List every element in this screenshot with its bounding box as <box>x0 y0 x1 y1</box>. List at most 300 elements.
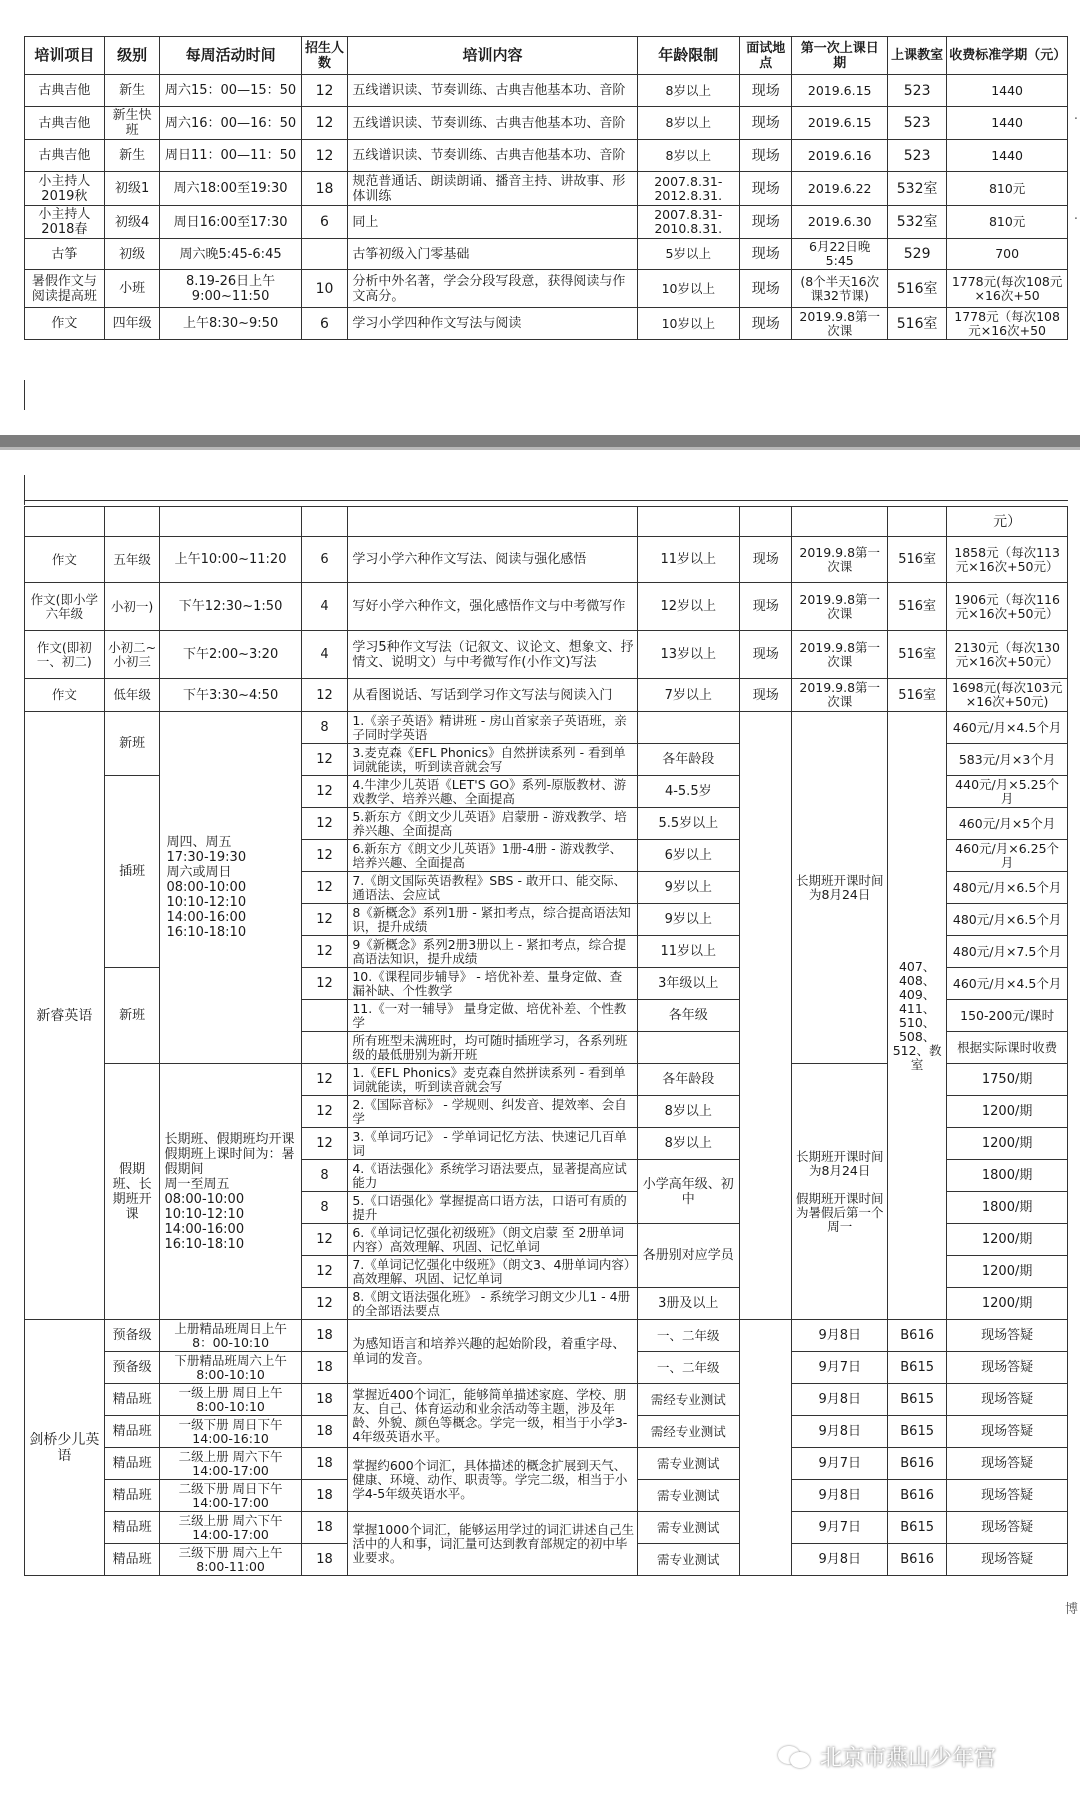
time-cell: 8.19-26日上午9:00~11:50 <box>160 270 301 308</box>
level-cell: 小初二~小初三 <box>104 631 160 679</box>
first-date-cell: 长期班开课时间为8月24日 <box>792 712 888 1064</box>
location-cell: 现场 <box>740 206 792 239</box>
age-cell: 各年级 <box>637 1000 739 1032</box>
time-cell: 长期班、假期班均开课 假期班上课时间为：暑假期间 周一至周五 08:00-10:00 10:10-12:10 14:00-16:00 16:10-18:10 <box>160 1064 301 1320</box>
age-cell: 需专业测试 <box>637 1480 739 1512</box>
content-cell: 1.《EFL Phonics》麦克森自然拼读系列 - 看到单词就能读，听到读音就会写 <box>348 1064 637 1096</box>
age-cell: 5.5岁以上 <box>637 808 739 840</box>
first-date-cell: 9月8日 <box>792 1320 888 1352</box>
age-cell <box>637 712 739 744</box>
first-date-cell: 2019.9.8第一次课 <box>792 631 888 679</box>
age-cell: 2007.8.31-2010.8.31. <box>637 206 739 239</box>
capacity-cell: 12 <box>301 1288 348 1320</box>
capacity-cell: 18 <box>301 1448 348 1480</box>
age-cell: 各册别对应学员 <box>637 1224 739 1288</box>
level-cell: 新生 <box>104 75 160 107</box>
age-cell: 需经专业测试 <box>637 1384 739 1416</box>
location-cell: 现场 <box>740 583 792 631</box>
fee-cell: 1440 <box>947 75 1068 107</box>
first-date-cell: 9月8日 <box>792 1544 888 1576</box>
table-row <box>25 239 1068 270</box>
content-cell: 五线谱识读、节奏训练、古典吉他基本功、音阶 <box>348 140 637 172</box>
fee-cell: 现场答疑 <box>947 1448 1068 1480</box>
capacity-cell: 12 <box>301 936 348 968</box>
age-cell: 9岁以上 <box>637 872 739 904</box>
age-cell: 7岁以上 <box>637 679 739 712</box>
time-cell: 上午8:30~9:50 <box>160 308 301 340</box>
project-cell: 古典吉他 <box>25 107 105 140</box>
capacity-cell: 12 <box>301 776 348 808</box>
fee-cell: 1778元（每次108元×16次+50 <box>947 308 1068 340</box>
fee-cell: 1778元(每次108元×16次+50 <box>947 270 1068 308</box>
fee-cell: 1858元（每次113元×16次+50元） <box>947 537 1068 583</box>
capacity-cell: 6 <box>301 206 348 239</box>
level-cell: 小初一) <box>104 583 160 631</box>
first-date-cell: 9月7日 <box>792 1512 888 1544</box>
level-cell: 精品班 <box>104 1384 160 1416</box>
fee-cell: 1200/期 <box>947 1224 1068 1256</box>
capacity-cell: 4 <box>301 631 348 679</box>
project-cell: 作文 <box>25 679 105 712</box>
level-cell: 新生 <box>104 140 160 172</box>
table-row <box>25 631 1068 679</box>
level-cell: 精品班 <box>104 1512 160 1544</box>
age-cell: 11岁以上 <box>637 936 739 968</box>
age-cell: 需经专业测试 <box>637 1416 739 1448</box>
content-cell: 为感知语言和培养兴趣的起始阶段，着重字母、单词的发音。 <box>348 1320 637 1384</box>
table-row <box>25 107 1068 140</box>
level-cell: 新班 <box>104 712 160 776</box>
project-cell: 作文(即初一、初二) <box>25 631 105 679</box>
age-cell: 10岁以上 <box>637 270 739 308</box>
fee-cell: 700 <box>947 239 1068 270</box>
table-row <box>25 1320 1068 1352</box>
table-row <box>25 172 1068 206</box>
table-row <box>25 1448 1068 1480</box>
capacity-cell: 12 <box>301 968 348 1000</box>
header-capacity: 招生人数 <box>301 37 348 75</box>
capacity-cell: 12 <box>301 679 348 712</box>
age-cell: 9岁以上 <box>637 904 739 936</box>
location-cell: 现场 <box>740 239 792 270</box>
location-cell: 现场 <box>740 107 792 140</box>
table-row <box>25 1512 1068 1544</box>
fee-cell: 现场答疑 <box>947 1512 1068 1544</box>
capacity-cell: 12 <box>301 1224 348 1256</box>
content-cell: 8《新概念》系列1册 - 紧扣考点，综合提高语法知识，提升成绩 <box>348 904 637 936</box>
classroom-cell: B615 <box>888 1512 947 1544</box>
first-date-cell: 6月22日晚 5:45 <box>792 239 888 270</box>
capacity-cell <box>301 1032 348 1064</box>
content-cell: 7.《单词记忆强化中级班》（朗文3、4册单词内容）高效理解、巩固、记忆单词 <box>348 1256 637 1288</box>
content-cell: 2.《国际音标》 - 学规则、纠发音、提效率、会自学 <box>348 1096 637 1128</box>
capacity-cell: 6 <box>301 537 348 583</box>
level-cell: 四年级 <box>104 308 160 340</box>
age-cell: 6岁以上 <box>637 840 739 872</box>
capacity-cell <box>301 1000 348 1032</box>
capacity-cell: 12 <box>301 840 348 872</box>
first-date-cell: (8个半天16次课32节课) <box>792 270 888 308</box>
age-cell: 13岁以上 <box>637 631 739 679</box>
time-cell: 上午10:00~11:20 <box>160 537 301 583</box>
fee-cell: 现场答疑 <box>947 1320 1068 1352</box>
content-cell: 3.《单词巧记》 - 学单词记忆方法、快速记几百单词 <box>348 1128 637 1160</box>
time-cell: 下午2:00~3:20 <box>160 631 301 679</box>
capacity-cell: 12 <box>301 872 348 904</box>
table-row <box>25 140 1068 172</box>
location-cell: 现场 <box>740 75 792 107</box>
capacity-cell: 12 <box>301 1256 348 1288</box>
project-cell: 作文(即小学六年级 <box>25 583 105 631</box>
content-cell: 6.新东方《朗文少儿英语》1册-4册 - 游戏教学、培养兴趣、全面提高 <box>348 840 637 872</box>
level-cell: 小班 <box>104 270 160 308</box>
fee-cell: 根据实际课时收费 <box>947 1032 1068 1064</box>
level-cell: 预备级 <box>104 1352 160 1384</box>
fee-cell: 1200/期 <box>947 1128 1068 1160</box>
level-cell: 初级 <box>104 239 160 270</box>
classroom-cell: B616 <box>888 1544 947 1576</box>
classroom-cell: 529 <box>888 239 947 270</box>
age-cell <box>637 1032 739 1064</box>
level-cell: 精品班 <box>104 1544 160 1576</box>
table-row <box>25 75 1068 107</box>
time-cell: 一级下册 周日下午14:00-16:10 <box>160 1416 301 1448</box>
fee-cell: 460元/月×4.5个月 <box>947 712 1068 744</box>
fee-cell: 583元/月×3个月 <box>947 744 1068 776</box>
content-cell: 学习小学四种作文写法与阅读 <box>348 308 637 340</box>
schedule-table-bottom <box>24 506 1068 1576</box>
age-cell: 12岁以上 <box>637 583 739 631</box>
project-cell: 作文 <box>25 308 105 340</box>
project-cell: 小主持人2018春 <box>25 206 105 239</box>
classroom-cell: 516室 <box>888 308 947 340</box>
fee-cell: 1200/期 <box>947 1288 1068 1320</box>
header-fee: 收费标准学期（元） <box>947 37 1068 75</box>
project-cell: 古典吉他 <box>25 140 105 172</box>
content-cell: 分析中外名著，学会分段写段意，获得阅读与作文高分。 <box>348 270 637 308</box>
fee-cell: 480元/月×6.5个月 <box>947 872 1068 904</box>
classroom-cell: 532室 <box>888 206 947 239</box>
fee-cell: 1800/期 <box>947 1160 1068 1192</box>
age-cell: 11岁以上 <box>637 537 739 583</box>
fee-cell: 480元/月×6.5个月 <box>947 904 1068 936</box>
age-cell: 需专业测试 <box>637 1544 739 1576</box>
capacity-cell: 8 <box>301 1192 348 1224</box>
classroom-cell: 516室 <box>888 631 947 679</box>
time-cell: 周四、周五 17:30-19:30 周六或周日 08:00-10:00 10:10-12:10 14:00-16:00 16:10-18:10 <box>160 712 301 1064</box>
classroom-cell: 516室 <box>888 583 947 631</box>
location-cell: 现场 <box>740 537 792 583</box>
capacity-cell: 18 <box>301 172 348 206</box>
age-cell: 需专业测试 <box>637 1448 739 1480</box>
fee-cell: 460元/月×6.25个月 <box>947 840 1068 872</box>
classroom-cell: 516室 <box>888 270 947 308</box>
capacity-cell: 12 <box>301 107 348 140</box>
header-content: 培训内容 <box>348 37 637 75</box>
first-date-cell: 2019.6.15 <box>792 107 888 140</box>
content-cell: 掌握近400个词汇，能够简单描述家庭、学校、朋友、自己、体育运动和业余活动等主题，涉及年龄、外貌、颜色等概念。学完一级，相当于小学3-4年级英语水平。 <box>348 1384 637 1448</box>
level-cell: 五年级 <box>104 537 160 583</box>
header-time: 每周活动时间 <box>160 37 301 75</box>
age-cell: 8岁以上 <box>637 107 739 140</box>
content-cell: 5.《口语强化》掌握提高口语方法，口语可有质的提升 <box>348 1192 637 1224</box>
schedule-table-top <box>24 36 1068 340</box>
level-cell: 假期班、长期班开课 <box>104 1064 160 1320</box>
fee-cell: 460元/月×4.5个月 <box>947 968 1068 1000</box>
location-cell <box>740 1320 792 1576</box>
level-cell: 精品班 <box>104 1480 160 1512</box>
capacity-cell: 18 <box>301 1384 348 1416</box>
content-cell: 学习5种作文写法（记叙文、议论文、想象文、抒情文、说明文）与中考微写作(小作文)写法 <box>348 631 637 679</box>
classroom-cell: 523 <box>888 107 947 140</box>
content-cell: 学习小学六种作文写法、阅读与强化感悟 <box>348 537 637 583</box>
table-row <box>25 537 1068 583</box>
time-cell: 三级上册 周六下午14:00-17:00 <box>160 1512 301 1544</box>
capacity-cell: 12 <box>301 1064 348 1096</box>
content-cell: 7.《朗文国际英语教程》SBS - 敢开口、能交际、通语法、会应试 <box>348 872 637 904</box>
content-cell: 5.新东方《朗文少儿英语》启蒙册 - 游戏教学、培养兴趣、全面提高 <box>348 808 637 840</box>
age-cell: 8岁以上 <box>637 1096 739 1128</box>
content-cell: 同上 <box>348 206 637 239</box>
location-cell: 现场 <box>740 308 792 340</box>
capacity-cell: 18 <box>301 1320 348 1352</box>
fee-cell: 1906元（每次116元×16次+50元） <box>947 583 1068 631</box>
time-cell: 周六15：00—15：50 <box>160 75 301 107</box>
level-cell: 初级4 <box>104 206 160 239</box>
content-cell: 规范普通话、朗读朗诵、播音主持、讲故事、形体训练 <box>348 172 637 206</box>
table-row <box>25 679 1068 712</box>
table-row <box>25 583 1068 631</box>
first-date-cell: 2019.6.22 <box>792 172 888 206</box>
classroom-cell: B616 <box>888 1320 947 1352</box>
first-date-cell: 2019.9.8第一次课 <box>792 537 888 583</box>
content-cell: 所有班型未满班时，均可随时插班学习，各系列班级的最低册别为新开班 <box>348 1032 637 1064</box>
content-cell: 11.《一对一辅导》 量身定做、培优补差、个性教学 <box>348 1000 637 1032</box>
location-cell: 现场 <box>740 631 792 679</box>
fee-cell: 1200/期 <box>947 1256 1068 1288</box>
time-cell: 周六18:00至19:30 <box>160 172 301 206</box>
fee-cell: 现场答疑 <box>947 1544 1068 1576</box>
capacity-cell: 18 <box>301 1512 348 1544</box>
project-cell: 小主持人2019秋 <box>25 172 105 206</box>
first-date-cell: 9月8日 <box>792 1416 888 1448</box>
classroom-cell: B615 <box>888 1416 947 1448</box>
level-cell: 预备级 <box>104 1320 160 1352</box>
classroom-cell: B615 <box>888 1384 947 1416</box>
fee-continuation: 元） <box>947 507 1068 537</box>
fee-cell: 1698元(每次103元×16次+50元) <box>947 679 1068 712</box>
classroom-cell: B616 <box>888 1480 947 1512</box>
capacity-cell: 18 <box>301 1480 348 1512</box>
content-cell: 6.《单词记忆强化初级班》（朗文启蒙 至 2册单词内容）高效理解、巩固、记忆单词 <box>348 1224 637 1256</box>
time-cell: 下册精品班周六上午8:00-10:10 <box>160 1352 301 1384</box>
first-date-cell: 2019.6.16 <box>792 140 888 172</box>
capacity-cell <box>301 239 348 270</box>
capacity-cell: 12 <box>301 808 348 840</box>
capacity-cell: 6 <box>301 308 348 340</box>
location-cell <box>740 712 792 1320</box>
time-cell: 周日16:00至17:30 <box>160 206 301 239</box>
page-divider <box>0 435 1080 447</box>
first-date-cell: 2019.6.15 <box>792 75 888 107</box>
age-cell: 需专业测试 <box>637 1512 739 1544</box>
table-row <box>25 712 1068 744</box>
fee-cell: 1800/期 <box>947 1192 1068 1224</box>
header-first-date: 第一次上课日期 <box>792 37 888 75</box>
page-divider-shadow <box>0 447 1080 450</box>
age-cell: 10岁以上 <box>637 308 739 340</box>
time-cell: 三级下册 周六上午8:00-11:00 <box>160 1544 301 1576</box>
content-cell: 4.牛津少儿英语《LET'S GO》系列-原版教材、游戏教学、培养兴趣、全面提高 <box>348 776 637 808</box>
content-cell: 3.麦克森《EFL Phonics》自然拼读系列 - 看到单词就能读，听到读音就会写 <box>348 744 637 776</box>
header-level: 级别 <box>104 37 160 75</box>
project-cell: 古典吉他 <box>25 75 105 107</box>
content-cell: 写好小学六种作文，强化感悟作文与中考微写作 <box>348 583 637 631</box>
first-date-cell: 2019.9.8第一次课 <box>792 308 888 340</box>
fee-cell: 1440 <box>947 140 1068 172</box>
age-cell: 各年龄段 <box>637 744 739 776</box>
fee-cell: 460元/月×5个月 <box>947 808 1068 840</box>
first-date-cell: 2019.9.8第一次课 <box>792 679 888 712</box>
classroom-cell: 516室 <box>888 679 947 712</box>
age-cell: 2007.8.31-2012.8.31. <box>637 172 739 206</box>
fee-cell: 440元/月×5.25个月 <box>947 776 1068 808</box>
project-cell: 作文 <box>25 537 105 583</box>
classroom-cell: 523 <box>888 140 947 172</box>
content-cell: 9《新概念》系列2册3册以上 - 紧扣考点，综合提高语法知识，提升成绩 <box>348 936 637 968</box>
classroom-cell: B616 <box>888 1448 947 1480</box>
classroom-cell: 407、408、409、411、510、508、512、教室 <box>888 712 947 1320</box>
header-project: 培训项目 <box>25 37 105 75</box>
table-row <box>25 507 1068 537</box>
fee-cell: 2130元（每次130元×16次+50元） <box>947 631 1068 679</box>
wechat-icon <box>778 1742 812 1770</box>
age-cell: 小学高年级、初中 <box>637 1160 739 1224</box>
fee-cell: 810元 <box>947 172 1068 206</box>
edge-mark: · <box>1073 212 1078 227</box>
fee-cell: 1750/期 <box>947 1064 1068 1096</box>
time-cell: 一级上册 周日上午8:00-10:10 <box>160 1384 301 1416</box>
project-cell: 暑假作文与阅读提高班 <box>25 270 105 308</box>
content-cell: 古筝初级入门零基础 <box>348 239 637 270</box>
capacity-cell: 12 <box>301 75 348 107</box>
capacity-cell: 8 <box>301 712 348 744</box>
content-cell: 掌握1000个词汇，能够运用学过的词汇讲述自己生活中的人和事，词汇量可达到教育部规定的初中毕业要求。 <box>348 1512 637 1576</box>
time-cell: 上册精品班周日上午 8：00-10:10 <box>160 1320 301 1352</box>
content-cell: 掌握约600个词汇，具体描述的概念扩展到天气、健康、环境、动作、职责等。学完二级，相当于小学4-5年级英语水平。 <box>348 1448 637 1512</box>
project-cell: 古筝 <box>25 239 105 270</box>
classroom-cell: B615 <box>888 1352 947 1384</box>
capacity-cell: 10 <box>301 270 348 308</box>
first-date-cell: 9月7日 <box>792 1448 888 1480</box>
capacity-cell: 8 <box>301 1160 348 1192</box>
age-cell: 3年级以上 <box>637 968 739 1000</box>
time-cell: 周六晚5:45-6:45 <box>160 239 301 270</box>
time-cell: 二级上册 周六下午14:00-17:00 <box>160 1448 301 1480</box>
level-cell: 新生快班 <box>104 107 160 140</box>
content-cell: 从看图说话、写话到学习作文写法与阅读入门 <box>348 679 637 712</box>
classroom-cell: 516室 <box>888 537 947 583</box>
capacity-cell: 12 <box>301 140 348 172</box>
age-cell: 8岁以上 <box>637 75 739 107</box>
location-cell: 现场 <box>740 172 792 206</box>
table-row <box>25 206 1068 239</box>
fee-cell: 现场答疑 <box>947 1416 1068 1448</box>
table-row <box>25 270 1068 308</box>
capacity-cell: 18 <box>301 1416 348 1448</box>
level-cell: 精品班 <box>104 1448 160 1480</box>
table-row <box>25 308 1068 340</box>
level-cell: 低年级 <box>104 679 160 712</box>
capacity-cell: 4 <box>301 583 348 631</box>
location-cell: 现场 <box>740 270 792 308</box>
capacity-cell: 18 <box>301 1352 348 1384</box>
age-cell: 3册及以上 <box>637 1288 739 1320</box>
first-date-cell: 2019.6.30 <box>792 206 888 239</box>
fee-cell: 现场答疑 <box>947 1480 1068 1512</box>
content-cell: 五线谱识读、节奏训练、古典吉他基本功、音阶 <box>348 107 637 140</box>
watermark-text: 北京市燕山少年宫 <box>820 1745 997 1771</box>
watermark <box>778 1736 996 1776</box>
fee-cell: 1200/期 <box>947 1096 1068 1128</box>
classroom-cell: 523 <box>888 75 947 107</box>
location-cell: 现场 <box>740 679 792 712</box>
fee-cell: 1440 <box>947 107 1068 140</box>
time-cell: 周日11：00—11：50 <box>160 140 301 172</box>
capacity-cell: 12 <box>301 1128 348 1160</box>
project-cell: 剑桥少儿英语 <box>25 1320 105 1576</box>
content-cell: 1.《亲子英语》精讲班 - 房山首家亲子英语班，亲子同时学英语 <box>348 712 637 744</box>
capacity-cell: 18 <box>301 1544 348 1576</box>
capacity-cell: 12 <box>301 1096 348 1128</box>
level-cell: 精品班 <box>104 1416 160 1448</box>
first-date-cell: 9月8日 <box>792 1384 888 1416</box>
time-cell: 下午3:30~4:50 <box>160 679 301 712</box>
content-cell: 五线谱识读、节奏训练、古典吉他基本功、音阶 <box>348 75 637 107</box>
fee-cell: 480元/月×7.5个月 <box>947 936 1068 968</box>
age-cell: 5岁以上 <box>637 239 739 270</box>
time-cell: 周六16：00—16：50 <box>160 107 301 140</box>
header-classroom: 上课教室 <box>888 37 947 75</box>
classroom-cell: 532室 <box>888 172 947 206</box>
time-cell: 二级下册 周日下午14:00-17:00 <box>160 1480 301 1512</box>
age-cell: 8岁以上 <box>637 140 739 172</box>
fee-cell: 810元 <box>947 206 1068 239</box>
header-location: 面试地点 <box>740 37 792 75</box>
age-cell: 一、二年级 <box>637 1352 739 1384</box>
capacity-cell: 12 <box>301 904 348 936</box>
content-cell: 8.《朗文语法强化班》 - 系统学习朗文少儿1 - 4册的全部语法要点 <box>348 1288 637 1320</box>
age-cell: 一、二年级 <box>637 1320 739 1352</box>
location-cell: 现场 <box>740 140 792 172</box>
time-cell: 下午12:30~1:50 <box>160 583 301 631</box>
edge-mark: · <box>1073 112 1078 127</box>
table-row <box>25 1384 1068 1416</box>
first-date-cell: 9月8日 <box>792 1480 888 1512</box>
age-cell: 4-5.5岁 <box>637 776 739 808</box>
edge-mark: 博 <box>1064 1602 1078 1617</box>
content-cell: 10.《课程同步辅导》 - 培优补差、量身定做、查漏补缺、个性教学 <box>348 968 637 1000</box>
project-cell: 新睿英语 <box>25 712 105 1320</box>
capacity-cell: 12 <box>301 744 348 776</box>
first-date-cell: 长期班开课时间为8月24日 假期班开课时间为暑假后第一个周一 <box>792 1064 888 1320</box>
page-top-line <box>24 500 1068 501</box>
age-cell: 8岁以上 <box>637 1128 739 1160</box>
level-cell: 初级1 <box>104 172 160 206</box>
first-date-cell: 2019.9.8第一次课 <box>792 583 888 631</box>
first-date-cell: 9月7日 <box>792 1352 888 1384</box>
fee-cell: 150-200元/课时 <box>947 1000 1068 1032</box>
